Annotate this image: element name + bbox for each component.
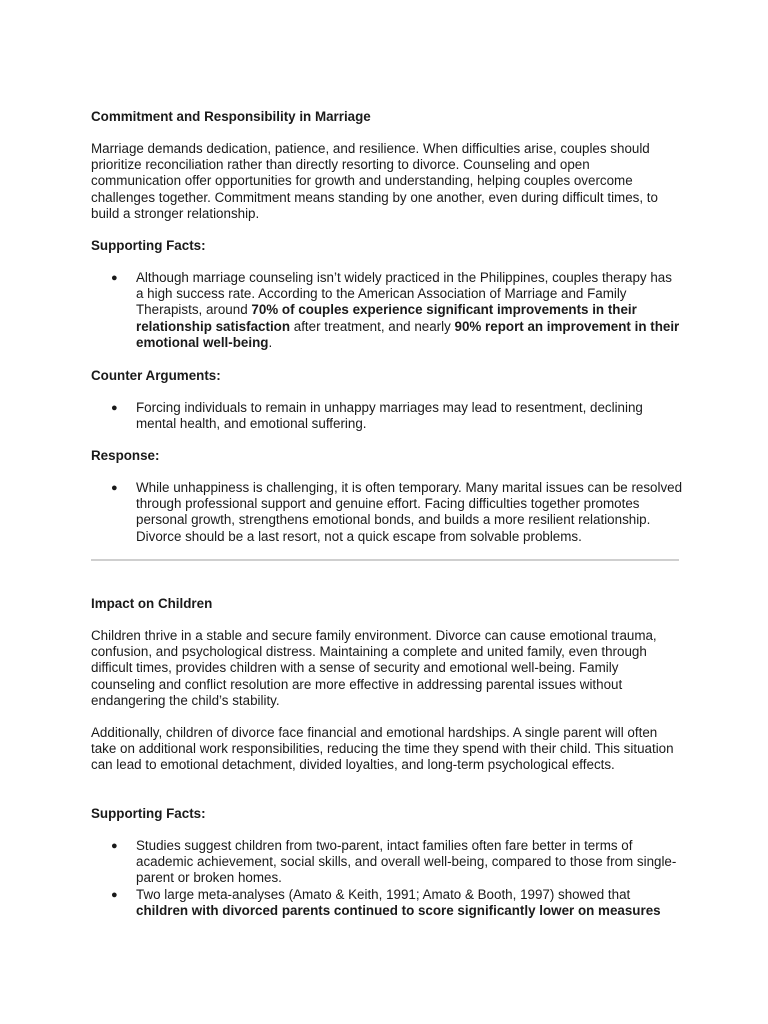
counter-text: Forcing individuals to remain in unhappy marriages may lead to resentment, declining mental health, and emotional suffering.: [136, 400, 643, 432]
bullet-icon: ●: [111, 402, 118, 414]
supporting-facts-heading: Supporting Facts:: [91, 238, 206, 253]
list-item: [91, 480, 683, 545]
section-divider: [91, 559, 679, 561]
counter-arguments-heading: Counter Arguments:: [91, 368, 221, 383]
list-item: [91, 270, 683, 351]
fact-text: after treatment, and nearly: [290, 318, 455, 334]
bullet-icon: ●: [111, 888, 118, 901]
bullet-icon: ●: [111, 272, 118, 284]
supporting-facts-heading-2: Supporting Facts:: [91, 806, 206, 821]
bullet-icon: ●: [111, 840, 118, 852]
children-paragraph-1: Children thrive in a stable and secure family environment. Divorce can cause emotional trauma, confusion, and psychological distress. Maintaining a complete and united family, even through difficult times, provides children with a sense of security and emotional well-being. Family counseling and conflict resolution are more effective in addressing parental issues without endangering the child’s stability.: [91, 628, 657, 708]
section-title-commitment: Commitment and Responsibility in Marriage: [91, 109, 371, 124]
fact-bold-text: 70% of couples experience significant improvements in their relationship satisfaction: [136, 302, 637, 334]
fact-text: .: [268, 334, 273, 350]
counter-arguments-list: [91, 400, 683, 432]
section-intro-paragraph: Marriage demands dedication, patience, and resilience. When difficulties arise, couples should prioritize reconciliation rather than directly resorting to divorce. Counseling and open communication offer opportunities for growth and understanding, helping couples overcome challenges together. Commitment means standing by one another, even during difficult times, to build a stronger relationship.: [91, 141, 658, 221]
fact-bold-text: 90% report an improvement in their emotional well-being: [136, 318, 680, 350]
supporting-facts-list-2: [91, 838, 683, 919]
supporting-facts-list: [91, 270, 683, 351]
response-heading: Response:: [91, 448, 160, 463]
list-item: [91, 400, 683, 432]
list-item: [91, 887, 683, 919]
fact-bold-text: children with divorced parents continued to score significantly lower on measures: [136, 902, 661, 918]
list-item: [91, 838, 683, 887]
fact-text: Two large meta-analyses (Amato & Keith, 1991; Amato & Booth, 1997) showed that: [136, 886, 631, 902]
fact-text: Although marriage counseling isn’t widely practiced in the Philippines, couples therapy has a high success rate. According to the American Association of Marriage and Family Therapists, around: [136, 270, 672, 318]
response-list: [91, 480, 683, 545]
section-title-children: Impact on Children: [91, 596, 213, 611]
children-paragraph-2: Additionally, children of divorce face financial and emotional hardships. A single parent will often take on additional work responsibilities, reducing the time they spend with their child. This situation can lead to emotional detachment, divided loyalties, and long-term psychological effects.: [91, 725, 674, 773]
response-text: While unhappiness is challenging, it is often temporary. Many marital issues can be resolved through professional support and genuine effort. Facing difficulties together promotes personal growth, strengthens emotional bonds, and builds a more resilient relationship. Divorce should be a last resort, not a quick escape from solvable problems.: [136, 480, 683, 544]
bullet-icon: ●: [111, 482, 118, 494]
fact-text: Studies suggest children from two-parent, intact families often fare better in terms of academic achievement, social skills, and overall well-being, compared to those from single-parent or broken homes.: [136, 838, 677, 886]
